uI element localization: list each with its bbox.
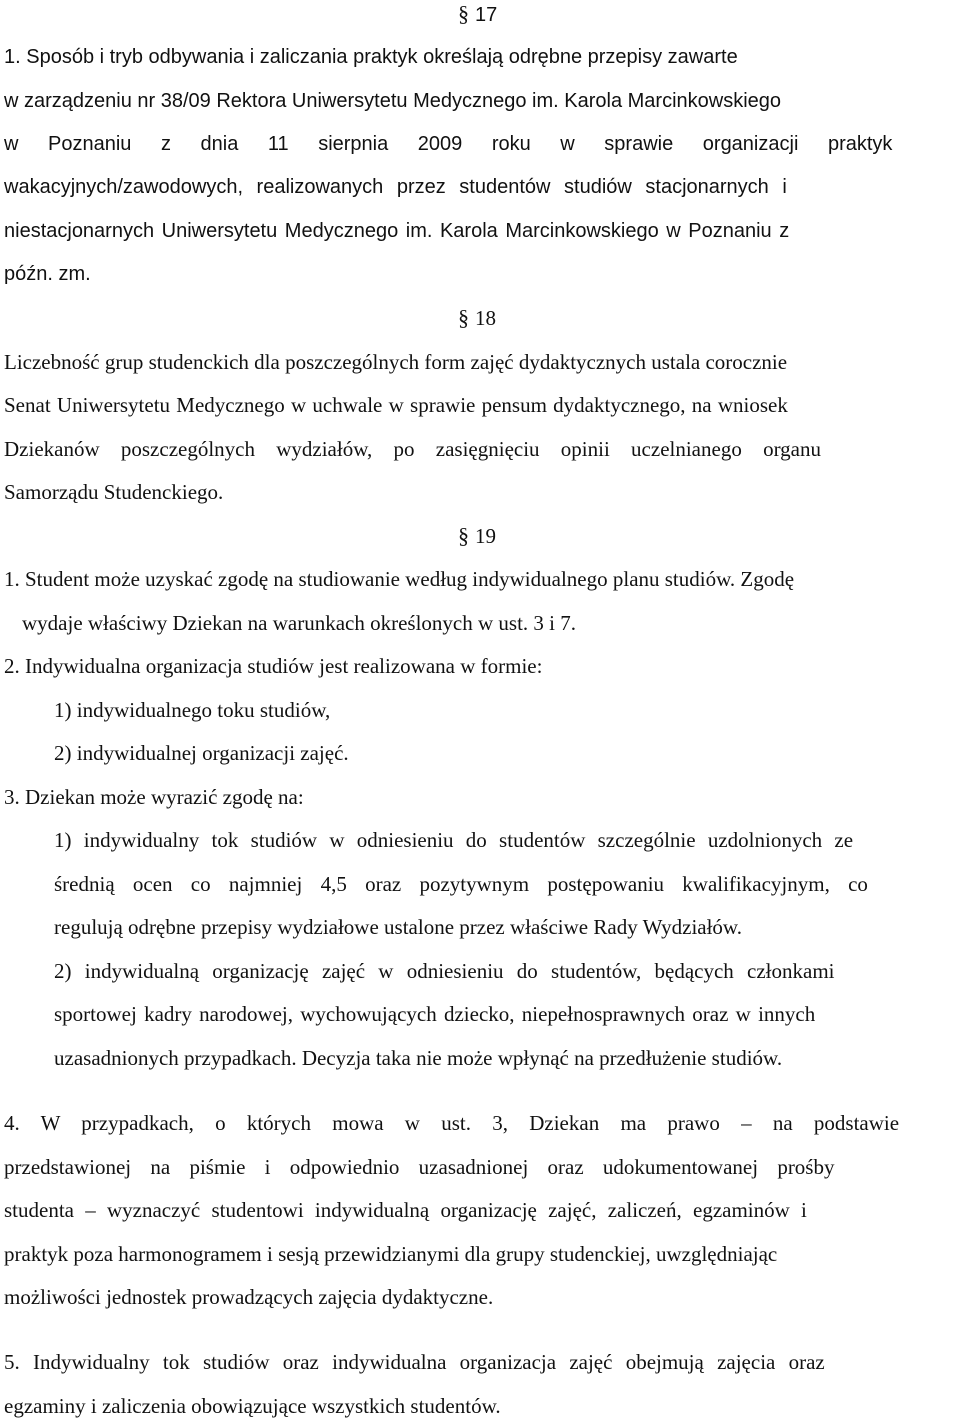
paragraph-line: egzaminy i zaliczenia obowiązujące wszystkich studentów. (4, 1394, 501, 1418)
paragraph-line: Liczebność grup studenckich dla poszczególnych form zajęć dydaktycznych ustala corocznie (4, 350, 788, 374)
paragraph-line: wakacyjnych/zawodowych, realizowanych przez studentów studiów stacjonarnych i (4, 176, 787, 198)
list-item: sportowej kadry narodowej, wychowujących dziecko, niepełnosprawnych oraz w innych (54, 1002, 816, 1026)
paragraph-line: 4. W przypadkach, o których mowa w ust. 3, Dziekan ma prawo – na podstawie (4, 1111, 900, 1135)
section-symbol: § (458, 305, 469, 330)
paragraph-line: 2. Indywidualna organizacja studiów jest realizowana w formie: (4, 654, 543, 678)
paragraph-line: niestacjonarnych Uniwersytetu Medycznego im. Karola Marcinkowskiego w Poznaniu z (4, 220, 790, 242)
paragraph-line: studenta – wyznaczyć studentowi indywidualną organizację zajęć, zaliczeń, egzaminów i (4, 1198, 807, 1222)
list-item: regulują odrębne przepisy wydziałowe ustalone przez właściwe Rady Wydziałów. (54, 915, 742, 939)
section-heading-17 (458, 2, 497, 27)
section-heading-18 (458, 306, 496, 330)
paragraph-line: 1. Sposób i tryb odbywania i zaliczania praktyk określają odrębne przepisy zawarte (4, 46, 738, 68)
paragraph-line: w zarządzeniu nr 38/09 Rektora Uniwersytetu Medycznego im. Karola Marcinkowskiego (4, 90, 782, 112)
list-item: 1) indywidualnego toku studiów, (54, 698, 331, 722)
paragraph-line: możliwości jednostek prowadzących zajęcia dydaktyczne. (4, 1285, 494, 1309)
paragraph-line: 1. Student może uzyskać zgodę na studiowanie według indywidualnego planu studiów. Zgodę (4, 567, 795, 591)
list-item: 2) indywidualną organizację zajęć w odniesieniu do studentów, będących członkami (54, 959, 835, 983)
section-number: 17 (475, 4, 498, 26)
paragraph-line: Senat Uniwersytetu Medycznego w uchwale w sprawie pensum dydaktycznego, na wniosek (4, 393, 788, 417)
paragraph-line: 3. Dziekan może wyrazić zgodę na: (4, 785, 304, 809)
list-item: 1) indywidualny tok studiów w odniesieniu do studentów szczególnie uzdolnionych ze (54, 828, 854, 852)
list-item: średnią ocen co najmniej 4,5 oraz pozytywnym postępowaniu kwalifikacyjnym, co (54, 872, 868, 896)
list-item: 2) indywidualnej organizacji zajęć. (54, 741, 349, 765)
section-heading-19 (458, 524, 496, 548)
section-number: 18 (475, 306, 496, 330)
paragraph-line: późn. zm. (4, 263, 91, 285)
section-symbol: § (458, 1, 469, 26)
paragraph-line: Samorządu Studenckiego. (4, 480, 224, 504)
section-number: 19 (475, 524, 496, 548)
paragraph-line: 5. Indywidualny tok studiów oraz indywidualna organizacja zajęć obejmują zajęcia oraz (4, 1350, 825, 1374)
paragraph-line: w Poznaniu z dnia 11 sierpnia 2009 roku w sprawie organizacji praktyk (4, 133, 893, 155)
list-item: uzasadnionych przypadkach. Decyzja taka nie może wpłynąć na przedłużenie studiów. (54, 1046, 783, 1070)
paragraph-line: praktyk poza harmonogramem i sesją przewidzianymi dla grupy studenckiej, uwzględniając (4, 1242, 778, 1266)
paragraph-line: przedstawionej na piśmie i odpowiednio uzasadnionej oraz udokumentowanej prośby (4, 1155, 835, 1179)
paragraph-line: Dziekanów poszczególnych wydziałów, po zasięgnięciu opinii uczelnianego organu (4, 437, 822, 461)
paragraph-line: wydaje właściwy Dziekan na warunkach określonych w ust. 3 i 7. (22, 611, 577, 635)
section-symbol: § (458, 523, 469, 548)
